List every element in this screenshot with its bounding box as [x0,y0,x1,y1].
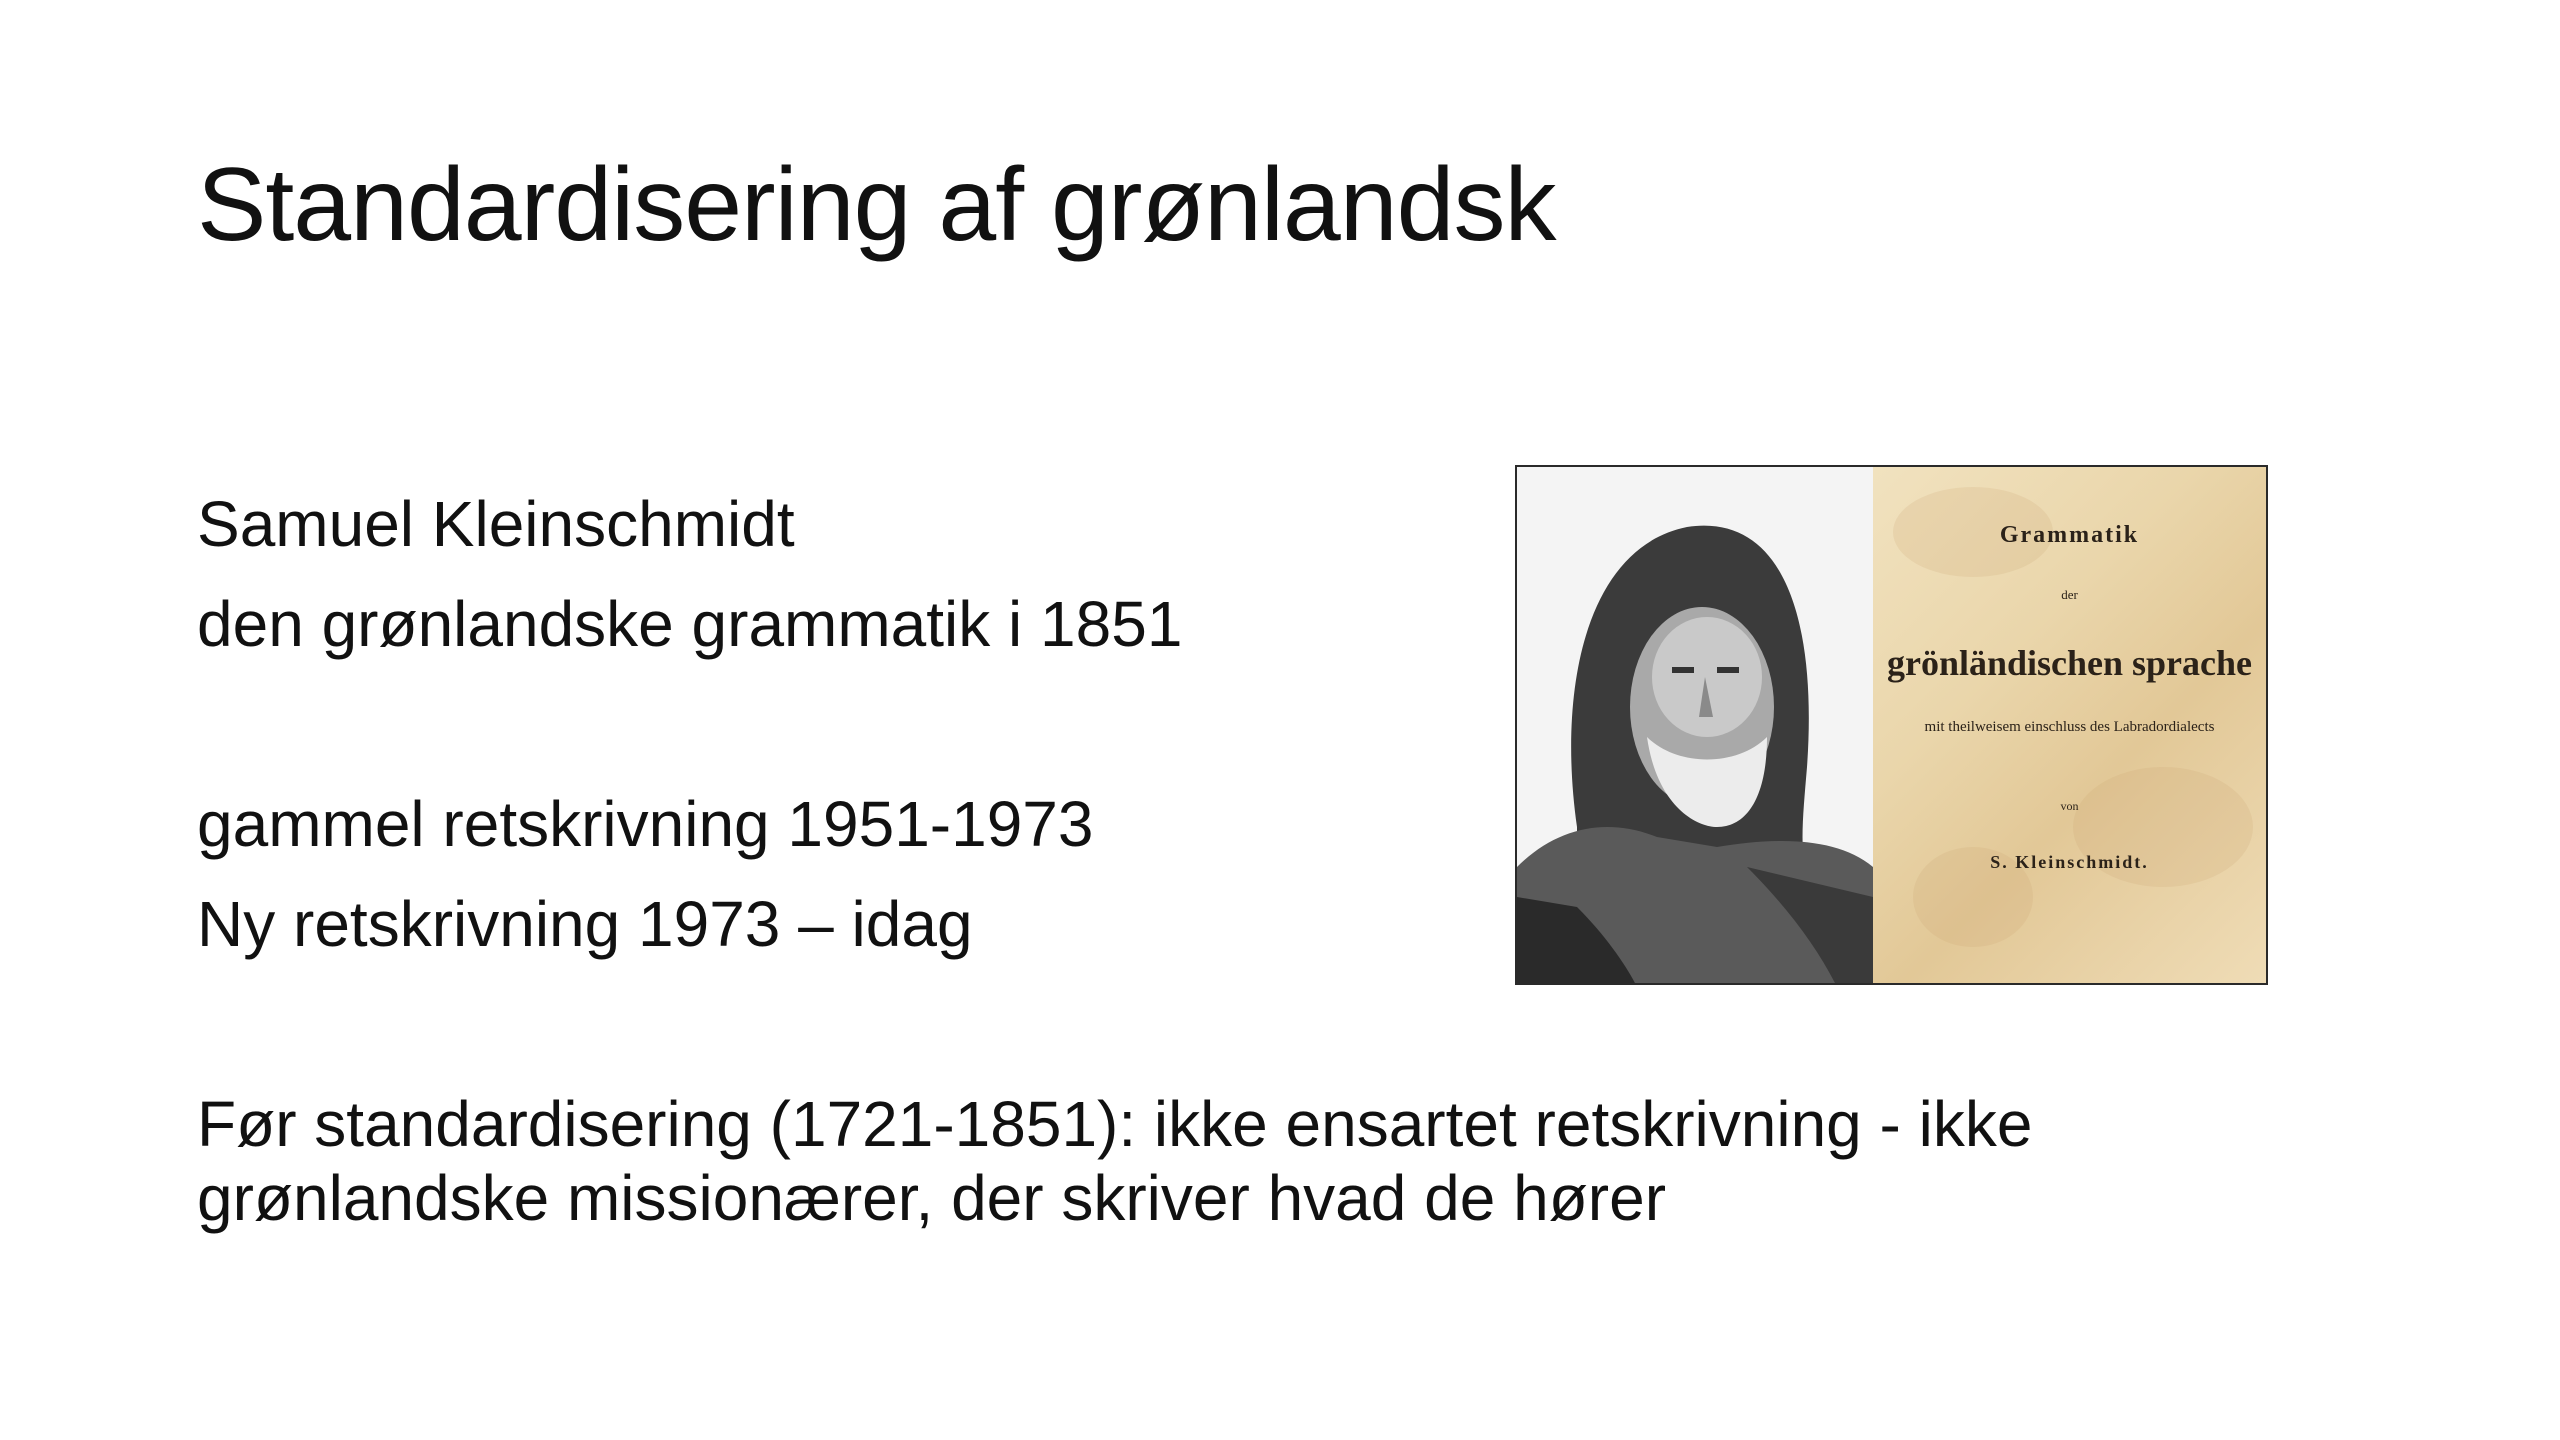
text-line-old-orthography: gammel retskrivning 1951-1973 [197,788,1094,860]
book-subtitle: mit theilweisem einschluss des Labradordialects [1924,719,2215,735]
text-line-grammar: den grønlandske grammatik i 1851 [197,588,1183,660]
book-author: S. Kleinschmidt. [1990,852,2149,872]
grammar-book-cover [1873,467,2266,983]
text-line-name: Samuel Kleinschmidt [197,488,795,560]
book-title-line-2: der [2061,587,2078,602]
text-line-new-orthography: Ny retskrivning 1973 – idag [197,888,973,960]
portrait-photo [1517,467,1873,983]
kleinschmidt-image [1515,465,2268,985]
book-title-line-3: grönländischen sprache [1886,643,2253,683]
text-paragraph-before-standardization: Før standardisering (1721-1851): ikke ensartet retskrivning - ikke grønlandske missionærer, der skriver hvad de hører [197,1088,2033,1234]
book-title-line-1: Grammatik [1999,522,2140,548]
book-von: von [2060,799,2079,813]
slide-title: Standardisering af grønlandsk [197,147,1556,263]
